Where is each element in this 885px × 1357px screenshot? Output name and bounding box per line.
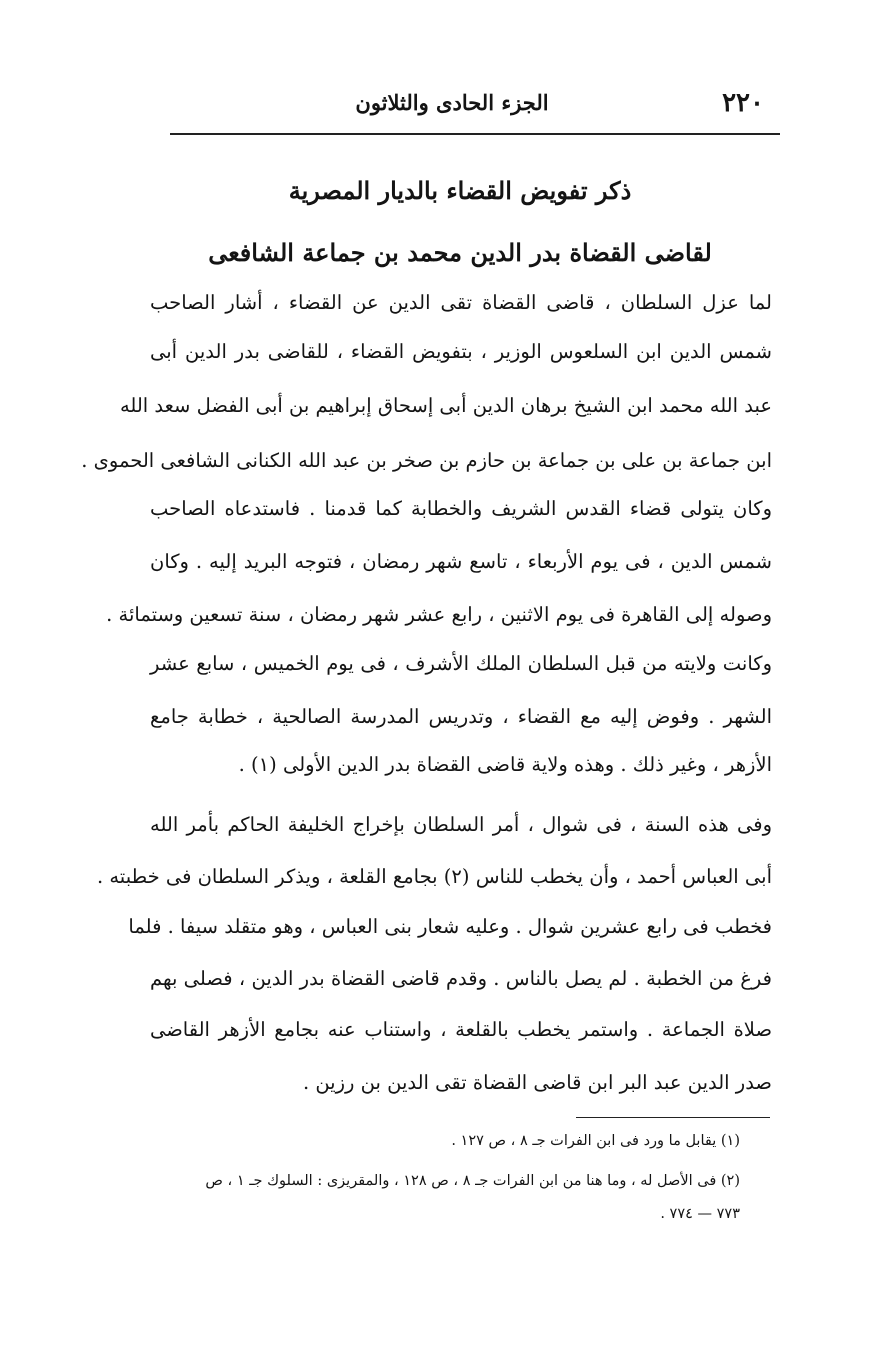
text-line: أبى العباس أحمد ، وأن يخطب للناس (٢) بجامع القلعة ، ويذكر السلطان فى خطبته . (96, 865, 772, 888)
text-line: شمس الدين ابن السلعوس الوزير ، بتفويض القضاء ، للقاضى بدر الدين أبى (150, 340, 772, 363)
section-title-line-2: لقاضى القضاة بدر الدين محمد بن جماعة الشافعى (208, 238, 712, 267)
text-line: صدر الدين عبد البر ابن قاضى القضاة تقى الدين بن رزين . (302, 1071, 772, 1094)
text-line: شمس الدين ، فى يوم الأربعاء ، تاسع شهر رمضان ، فتوجه البريد إليه . وكان (150, 550, 772, 573)
text-line: فخطب فى رابع عشرين شوال . وعليه شعار بنى العباس ، وهو متقلد سيفا . فلما (128, 915, 772, 938)
text-line: لما عزل السلطان ، قاضى القضاة تقى الدين عن القضاء ، أشار الصاحب (150, 291, 772, 314)
text-line: ابن جماعة بن على بن جماعة بن حازم بن صخر بن عبد الله الكنانى الشافعى الحموى . (81, 449, 772, 472)
text-line: الشهر . وفوض إليه مع القضاء ، وتدريس المدرسة الصالحية ، خطابة جامع (150, 705, 772, 728)
section-title-line-1: ذكر تفويض القضاء بالديار المصرية (288, 176, 632, 205)
text-line: وكان يتولى قضاء القدس الشريف والخطابة كما قدمنا . فاستدعاه الصاحب (150, 497, 772, 520)
text-line: وفى هذه السنة ، فى شوال ، أمر السلطان بإخراج الخليفة الحاكم بأمر الله (150, 813, 772, 836)
text-line: الأزهر ، وغير ذلك . وهذه ولاية قاضى القضاة بدر الدين الأولى (١) . (238, 753, 772, 776)
page-number: ٢٢٠ (722, 88, 764, 118)
footnote-continuation: ٧٧٣ — ٧٧٤ . (660, 1206, 740, 1222)
text-line: صلاة الجماعة . واستمر يخطب بالقلعة ، واستناب عنه بجامع الأزهر القاضى (150, 1018, 772, 1041)
footnote-rule (576, 1117, 770, 1118)
footnote: (١) يقابل ما ورد فى ابن الفرات جـ ٨ ، ص ١٢٧ . (451, 1133, 740, 1149)
header-rule (170, 133, 780, 135)
text-line: عبد الله محمد ابن الشيخ برهان الدين أبى إسحاق إبراهيم بن أبى الفضل سعد الله (119, 394, 772, 417)
page-header (172, 88, 770, 128)
running-title: الجزء الحادى والثلاثون (355, 90, 549, 115)
text-line: فرغ من الخطبة . لم يصل بالناس . وقدم قاضى القضاة بدر الدين ، فصلى بهم (150, 967, 772, 990)
footnote: (٢) فى الأصل له ، وما هنا من ابن الفرات جـ ٨ ، ص ١٢٨ ، والمقريزى : السلوك جـ ١ ، ص (205, 1173, 740, 1189)
text-line: وصوله إلى القاهرة فى يوم الاثنين ، رابع عشر شهر رمضان ، سنة تسعين وستمائة . (106, 603, 772, 626)
text-line: وكانت ولايته من قبل السلطان الملك الأشرف ، فى يوم الخميس ، سابع عشر (150, 652, 772, 675)
